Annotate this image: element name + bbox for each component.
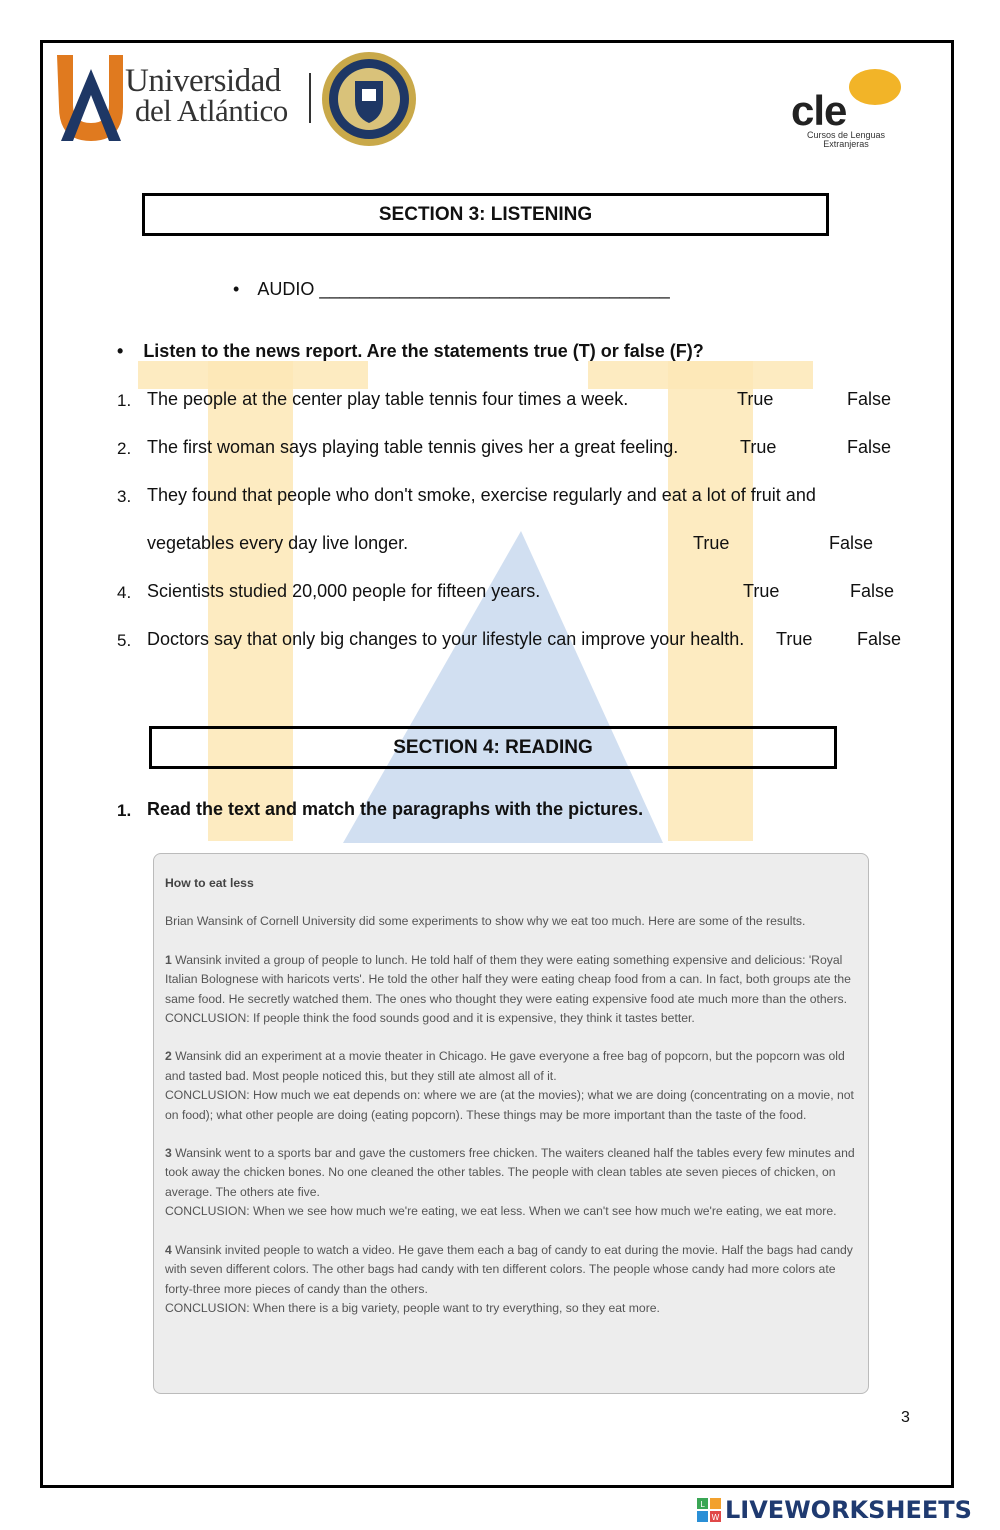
statement-1-number: 1. — [117, 391, 132, 410]
reading-instruction: Read the text and match the paragraphs with the pictures. — [147, 799, 644, 819]
cle-sun-icon — [843, 65, 903, 105]
statement-4-true[interactable]: True — [743, 581, 780, 601]
statement-1-false[interactable]: False — [847, 389, 892, 409]
accreditation-seal-icon — [319, 49, 419, 149]
reading-instruction-number: 1. — [117, 801, 132, 820]
reading-text-box — [153, 853, 869, 1394]
worksheet-page — [40, 40, 954, 1488]
cle-subtitle-line2: Extranjeras — [823, 139, 869, 149]
paragraph-text: Wansink went to a sports bar and gave the customers free chicken. The waiters cleaned half the tables every few minutes and took away the chicken bones. No one cleaned the other tables. The people with clean tables ate seven pieces of chicken, on average. The others ate five. — [165, 1146, 855, 1199]
university-name-line2: del Atlántico — [135, 93, 288, 128]
paragraph-text: Wansink invited people to watch a video. He gave them each a bag of candy to eat during the movie. Half the bags had candy with seven different colors. The other bags had candy with ten different colors. The people whose candy had more colors ate forty-three more pieces of candy than the others. — [165, 1242, 853, 1296]
logo-divider — [309, 73, 311, 123]
audio-label: AUDIO — [257, 279, 315, 299]
statement-1-true[interactable]: True — [737, 389, 774, 409]
statement-2-false[interactable]: False — [847, 437, 892, 457]
paragraph-number: 4 — [165, 1242, 172, 1257]
statement-5-false[interactable]: False — [857, 629, 902, 649]
reading-title: How to eat less — [165, 876, 254, 890]
reading-paragraph-1 — [165, 951, 858, 1029]
university-name-line1: Universidad — [125, 63, 281, 99]
bullet-icon: • — [117, 341, 124, 361]
audio-line — [233, 279, 670, 300]
logo-letter-l: L — [700, 1500, 705, 1509]
section4-title-box — [149, 726, 837, 769]
liveworksheets-logo-icon — [697, 1498, 721, 1522]
statement-4-text: Scientists studied 20,000 people for fifteen years. — [147, 581, 541, 601]
paragraph-number: 3 — [165, 1146, 172, 1161]
cle-subtitle — [791, 131, 901, 149]
reading-paragraph-4 — [165, 1241, 858, 1319]
statement-4-false[interactable]: False — [850, 581, 895, 601]
bullet-icon: • — [233, 279, 240, 299]
paragraph-conclusion: CONCLUSION: When there is a big variety, people want to try everything, so they eat more. — [165, 1300, 660, 1315]
page-number: 3 — [901, 1409, 910, 1426]
paragraph-number: 2 — [165, 1049, 172, 1064]
paragraph-text: Wansink did an experiment at a movie theater in Chicago. He gave everyone a free bag of popcorn, but the popcorn was old and tasted bad. Most people noticed this, but they still ate almost all of it. — [165, 1049, 845, 1083]
paragraph-conclusion: CONCLUSION: If people think the food sounds good and it is expensive, they think it tastes better. — [165, 1011, 695, 1026]
statement-1-text: The people at the center play table tennis four times a week. — [147, 389, 629, 409]
statement-3-text: They found that people who don't smoke, exercise regularly and eat a lot of fruit and — [147, 485, 816, 505]
logo-letter-w: W — [711, 1513, 720, 1522]
statement-5-text: Doctors say that only big changes to your lifestyle can improve your health. — [147, 629, 745, 649]
reading-paragraph-3 — [165, 1144, 858, 1222]
paragraph-conclusion: CONCLUSION: When we see how much we're eating, we eat less. When we can't see how much we're eating, we eat more. — [165, 1204, 837, 1219]
statement-5-number: 5. — [117, 631, 132, 650]
listening-instruction — [117, 341, 704, 362]
statement-2-text: The first woman says playing table tennis gives her a great feeling. — [147, 437, 679, 457]
cle-logo — [783, 65, 913, 155]
statement-5-true[interactable]: True — [776, 629, 813, 649]
universidad-logo-icon — [51, 49, 125, 145]
liveworksheets-footer[interactable] — [697, 1497, 972, 1523]
section3-title: SECTION 3: LISTENING — [378, 204, 593, 225]
audio-blank[interactable]: ___________________________________ — [319, 279, 670, 299]
statement-3-number: 3. — [117, 487, 132, 506]
statement-3-true[interactable]: True — [693, 533, 730, 553]
section3-title-box — [142, 193, 829, 236]
cle-subtitle-line1: Cursos de Lenguas — [806, 130, 886, 140]
cle-word: cle — [791, 87, 847, 134]
paragraph-conclusion: CONCLUSION: How much we eat depends on: where we are (at the movies); what we are doing (concentrating on a movie, not on food); what other people are doing (eating popcorn). These things may be more important than the taste of the food. — [165, 1088, 854, 1122]
university-name — [125, 63, 288, 128]
liveworksheets-brand: LIVEWORKSHEETS — [725, 1496, 972, 1524]
section4-title: SECTION 4: READING — [393, 737, 593, 758]
reading-intro: Brian Wansink of Cornell University did some experiments to show why we eat too much. Here are some of the results. — [165, 914, 806, 929]
statement-3-text-continued: vegetables every day live longer. — [147, 533, 409, 553]
paragraph-text: Wansink invited a group of people to lunch. He told half of them they were eating something expensive and delicious: 'Royal Italian Bolognese with haricots verts'. He told the other half they were eating cheap food from a can. In fact, both groups ate the same food. He secretly watched them. The ones who thought they were eating expensive food ate much more than the others. — [165, 952, 851, 1006]
statement-3-false[interactable]: False — [829, 533, 874, 553]
instruction-text: Listen to the news report. Are the statements true (T) or false (F)? — [143, 341, 704, 361]
statement-4-number: 4. — [117, 583, 132, 602]
statement-2-number: 2. — [117, 439, 132, 458]
statement-2-true[interactable]: True — [740, 437, 777, 457]
paragraph-number: 1 — [165, 952, 172, 967]
reading-paragraph-2 — [165, 1047, 858, 1125]
